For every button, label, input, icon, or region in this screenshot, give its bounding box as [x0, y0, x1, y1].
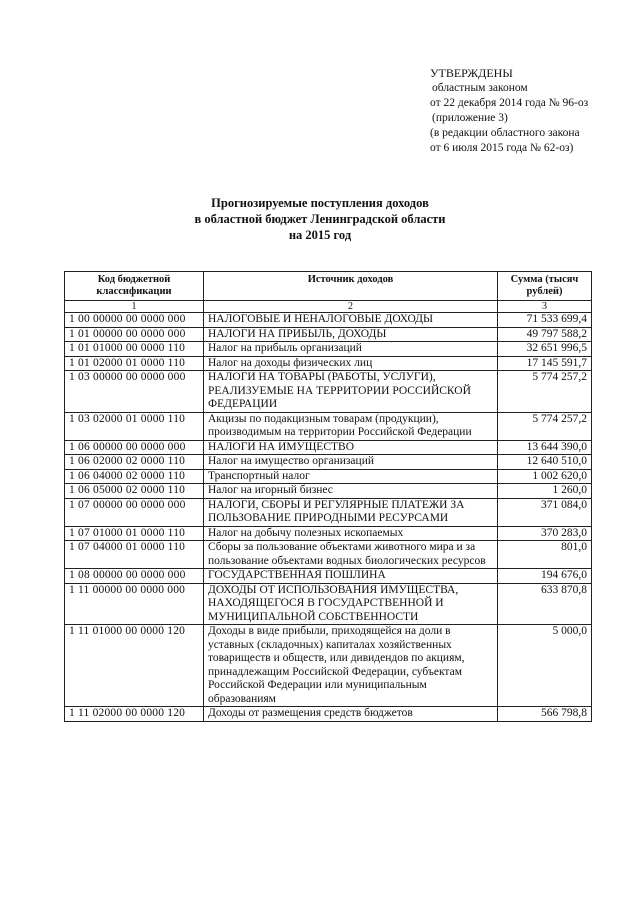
- column-number-row: [65, 301, 592, 313]
- row-source: НАЛОГИ НА ТОВАРЫ (РАБОТЫ, УСЛУГИ), РЕАЛИЗУЕМЫЕ НА ТЕРРИТОРИИ РОССИЙСКОЙ ФЕДЕРАЦИИ: [204, 371, 498, 413]
- row-code: 1 01 00000 00 0000 000: [65, 327, 204, 342]
- row-amount: 370 283,0: [498, 526, 592, 541]
- row-code: 1 07 01000 01 0000 110: [65, 526, 204, 541]
- table-row: [65, 469, 592, 484]
- row-code: 1 08 00000 00 0000 000: [65, 569, 204, 584]
- revenue-table: [64, 271, 592, 722]
- approval-line: (в редакции областного закона: [430, 127, 580, 139]
- row-source: Налог на доходы физических лиц: [204, 356, 498, 371]
- table-header-row: [65, 272, 592, 301]
- row-amount: 12 640 510,0: [498, 455, 592, 470]
- table-row: [65, 371, 592, 413]
- approval-line: от 22 декабря 2014 года № 96-оз: [430, 97, 589, 109]
- row-source: Налог на добычу полезных ископаемых: [204, 526, 498, 541]
- row-source: НАЛОГИ НА ПРИБЫЛЬ, ДОХОДЫ: [204, 327, 498, 342]
- row-source: НАЛОГИ НА ИМУЩЕСТВО: [204, 440, 498, 455]
- row-amount: 633 870,8: [498, 583, 592, 625]
- row-code: 1 06 05000 02 0000 110: [65, 484, 204, 499]
- row-source: Транспортный налог: [204, 469, 498, 484]
- row-code: 1 11 00000 00 0000 000: [65, 583, 204, 625]
- table-row: [65, 342, 592, 357]
- row-code: 1 03 02000 01 0000 110: [65, 412, 204, 440]
- table-row: [65, 541, 592, 569]
- row-amount: 32 651 996,5: [498, 342, 592, 357]
- row-amount: 17 145 591,7: [498, 356, 592, 371]
- table-row: [65, 707, 592, 722]
- approval-line: от 6 июля 2015 года № 62-оз): [430, 142, 574, 154]
- row-source: Акцизы по подакцизным товарам (продукции), производимым на территории Российской Федерации: [204, 412, 498, 440]
- row-code: 1 07 00000 00 0000 000: [65, 498, 204, 526]
- table-row: [65, 313, 592, 328]
- row-code: 1 06 02000 02 0000 110: [65, 455, 204, 470]
- row-amount: 49 797 588,2: [498, 327, 592, 342]
- row-code: 1 11 02000 00 0000 120: [65, 707, 204, 722]
- approval-line: областным законом: [432, 82, 528, 94]
- document-title: [100, 195, 540, 243]
- row-amount: 566 798,8: [498, 707, 592, 722]
- row-source: ДОХОДЫ ОТ ИСПОЛЬЗОВАНИЯ ИМУЩЕСТВА, НАХОДЯЩЕГОСЯ В ГОСУДАРСТВЕННОЙ И МУНИЦИПАЛЬНОЙ СОБСТВЕННОСТИ: [204, 583, 498, 625]
- table-row: [65, 583, 592, 625]
- row-code: 1 11 01000 00 0000 120: [65, 625, 204, 707]
- row-source: Доходы в виде прибыли, приходящейся на доли в уставных (складочных) капиталах хозяйственных товариществ и обществ, или дивидендов по акциям, принадлежащим Российской Федерации, субъектам Российской Федерации или муниципальным образованиям: [204, 625, 498, 707]
- row-source: Налог на имущество организаций: [204, 455, 498, 470]
- header-amount: Сумма (тысяч рублей): [498, 272, 592, 301]
- table-row: [65, 356, 592, 371]
- row-amount: 1 260,0: [498, 484, 592, 499]
- table-row: [65, 625, 592, 707]
- row-amount: 71 533 699,4: [498, 313, 592, 328]
- title-line: на 2015 год: [288, 228, 352, 242]
- row-amount: 5 000,0: [498, 625, 592, 707]
- row-source: НАЛОГОВЫЕ И НЕНАЛОГОВЫЕ ДОХОДЫ: [204, 313, 498, 328]
- approval-heading: УТВЕРЖДЕНЫ: [430, 66, 513, 80]
- table-row: [65, 412, 592, 440]
- column-number: 3: [498, 301, 592, 313]
- column-number: 1: [65, 301, 204, 313]
- row-source: ГОСУДАРСТВЕННАЯ ПОШЛИНА: [204, 569, 498, 584]
- row-code: 1 03 00000 00 0000 000: [65, 371, 204, 413]
- row-code: 1 01 01000 00 0000 110: [65, 342, 204, 357]
- title-line: в областной бюджет Ленинградской области: [194, 212, 446, 226]
- row-source: Сборы за пользование объектами животного мира и за пользование объектами водных биологических ресурсов: [204, 541, 498, 569]
- header-source: Источник доходов: [204, 272, 498, 301]
- table-row: [65, 327, 592, 342]
- approval-block: [430, 66, 630, 156]
- table-row: [65, 569, 592, 584]
- row-code: 1 00 00000 00 0000 000: [65, 313, 204, 328]
- row-code: 1 06 04000 02 0000 110: [65, 469, 204, 484]
- row-code: 1 07 04000 01 0000 110: [65, 541, 204, 569]
- row-amount: 5 774 257,2: [498, 412, 592, 440]
- row-amount: 13 644 390,0: [498, 440, 592, 455]
- row-amount: 371 084,0: [498, 498, 592, 526]
- row-source: НАЛОГИ, СБОРЫ И РЕГУЛЯРНЫЕ ПЛАТЕЖИ ЗА ПОЛЬЗОВАНИЕ ПРИРОДНЫМИ РЕСУРСАМИ: [204, 498, 498, 526]
- row-amount: 5 774 257,2: [498, 371, 592, 413]
- table-row: [65, 455, 592, 470]
- header-code: Код бюджетной классификации: [65, 272, 204, 301]
- row-source: Налог на прибыль организаций: [204, 342, 498, 357]
- row-amount: 801,0: [498, 541, 592, 569]
- row-source: Доходы от размещения средств бюджетов: [204, 707, 498, 722]
- table-row: [65, 484, 592, 499]
- table-row: [65, 440, 592, 455]
- title-line: Прогнозируемые поступления доходов: [211, 196, 429, 210]
- column-number: 2: [204, 301, 498, 313]
- approval-line: (приложение 3): [432, 112, 508, 124]
- row-source: Налог на игорный бизнес: [204, 484, 498, 499]
- row-amount: 1 002 620,0: [498, 469, 592, 484]
- row-code: 1 01 02000 01 0000 110: [65, 356, 204, 371]
- table-row: [65, 526, 592, 541]
- row-amount: 194 676,0: [498, 569, 592, 584]
- table-row: [65, 498, 592, 526]
- row-code: 1 06 00000 00 0000 000: [65, 440, 204, 455]
